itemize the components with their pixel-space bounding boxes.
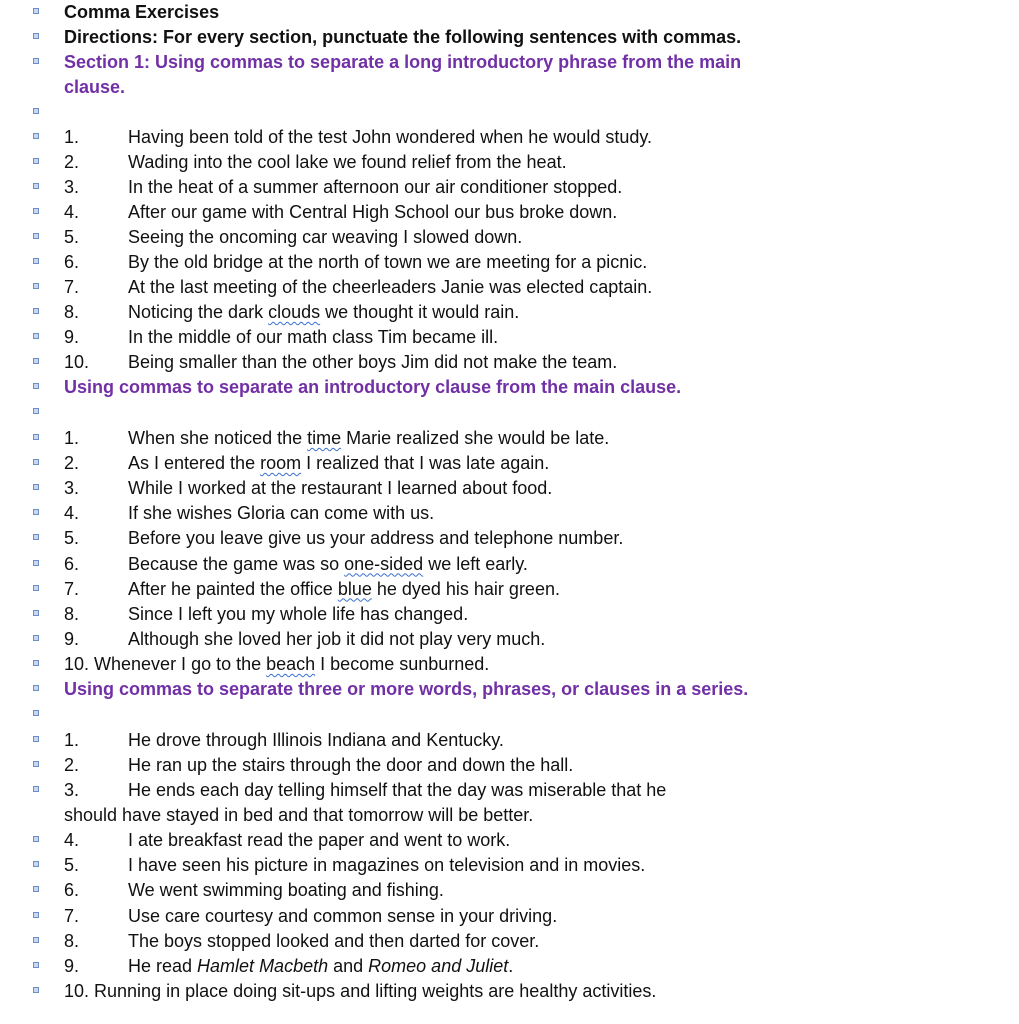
section2-item — [0, 501, 1019, 526]
section1-item — [0, 325, 1019, 350]
list-number: 5. — [64, 227, 80, 247]
text-part: we left early. — [423, 553, 528, 574]
text-part: In the middle of our math class Tim became ill. — [128, 327, 499, 347]
empty-line — [0, 400, 1019, 425]
section3-item — [0, 753, 1019, 778]
section3-item3-continued — [0, 803, 1019, 828]
list-item-text — [128, 325, 498, 350]
list-item-text: 10. Whenever I go to the beach I become sunburned. — [64, 654, 490, 674]
bullet-icon — [33, 635, 39, 641]
section1-heading-line — [0, 50, 1019, 75]
list-item-text — [128, 150, 567, 175]
section1-heading: Section 1: Using commas to separate a long introductory phrase from the main — [64, 52, 742, 72]
bullet-icon — [33, 685, 39, 691]
bullet-icon — [33, 308, 39, 314]
section1-heading-continued: clause. — [64, 77, 126, 97]
list-number: 8. — [64, 930, 80, 951]
spell-check-underline: one-sided — [344, 553, 424, 574]
text-part: After our game with Central High School our bus broke down. — [128, 202, 618, 222]
section1-item — [0, 175, 1019, 200]
section3-heading: Using commas to separate three or more words, phrases, or clauses in a series. — [64, 679, 749, 699]
list-item-text — [128, 275, 652, 300]
section1-item — [0, 200, 1019, 225]
list-number: 6. — [64, 553, 80, 574]
directions-line — [0, 25, 1019, 50]
section1-item — [0, 350, 1019, 375]
section3-item — [0, 878, 1019, 903]
text-part: If she wishes Gloria can come with us. — [128, 503, 435, 524]
bullet-icon — [33, 108, 39, 114]
bullet-icon — [33, 484, 39, 490]
bullet-icon — [33, 912, 39, 918]
list-number: 9. — [64, 327, 80, 347]
list-item-text — [128, 476, 552, 501]
list-number: 3. — [64, 780, 80, 800]
section2-heading-line — [0, 375, 1019, 400]
bullet-icon — [33, 861, 39, 867]
list-number: 8. — [64, 302, 80, 322]
list-item-text — [128, 426, 609, 451]
text-part: Marie realized she would be late. — [341, 428, 610, 448]
list-item-text: The boys stopped looked and then darted for cover. — [128, 930, 540, 951]
list-item-text — [128, 175, 622, 200]
bullet-icon — [33, 133, 39, 139]
list-number: 5. — [64, 528, 80, 549]
section1-item — [0, 275, 1019, 300]
text-part: While I worked at the restaurant I learned about food. — [128, 478, 553, 499]
bullet-icon — [33, 408, 39, 414]
section2-item — [0, 476, 1019, 501]
list-item-text: I have seen his picture in magazines on television and in movies. — [128, 855, 646, 876]
document-title: Comma Exercises — [64, 2, 220, 22]
bullet-icon — [33, 8, 39, 14]
bullet-icon — [33, 710, 39, 716]
section3-item — [0, 728, 1019, 753]
list-number: 9. — [64, 956, 80, 976]
text-part: In the heat of a summer afternoon our air conditioner stopped. — [128, 177, 623, 197]
section1-item — [0, 125, 1019, 150]
list-number: 2. — [64, 453, 80, 474]
list-item-text: Use care courtesy and common sense in your driving. — [128, 905, 558, 926]
section3-item-10 — [0, 979, 1019, 1004]
list-item-text — [128, 552, 528, 577]
bullet-icon — [33, 208, 39, 214]
list-item-text — [128, 451, 549, 476]
text-part: Having been told of the test John wondered when he would study. — [128, 127, 653, 147]
text-part: we thought it would rain. — [320, 302, 520, 322]
list-item-text — [128, 501, 434, 526]
text-part: At the last meeting of the cheerleaders Janie was elected captain. — [128, 277, 653, 297]
section1-heading-cont — [0, 75, 1019, 100]
section3-heading-line — [0, 677, 1019, 702]
section3-item — [0, 853, 1019, 878]
bullet-icon — [33, 383, 39, 389]
list-item-text: He ran up the stairs through the door and down the hall. — [128, 755, 574, 775]
list-item-text — [128, 300, 519, 325]
title-line — [0, 0, 1019, 25]
spell-check-underline: blue — [337, 578, 372, 599]
text-part: By the old bridge at the north of town we are meeting for a picnic. — [128, 252, 648, 272]
spell-check-underline: room — [260, 453, 302, 474]
bullet-icon — [33, 560, 39, 566]
list-number: 7. — [64, 905, 80, 926]
bullet-icon — [33, 610, 39, 616]
list-item-text: 10. Running in place doing sit-ups and lifting weights are healthy activities. — [64, 981, 657, 1001]
bullet-icon — [33, 786, 39, 792]
list-number: 6. — [64, 252, 80, 272]
list-number: 1. — [64, 730, 80, 750]
bullet-icon — [33, 459, 39, 465]
bullet-icon — [33, 233, 39, 239]
list-number: 1. — [64, 127, 80, 147]
section2-item — [0, 577, 1019, 602]
text-part: Since I left you my whole life has changed. — [128, 603, 469, 624]
bullet-icon — [33, 33, 39, 39]
list-item-text: I ate breakfast read the paper and went to work. — [128, 830, 511, 850]
list-number: 10. — [64, 352, 90, 372]
list-item-text — [128, 577, 560, 602]
bullet-icon — [33, 937, 39, 943]
list-number: 9. — [64, 628, 80, 649]
list-number: 7. — [64, 277, 80, 297]
list-item-text — [128, 225, 522, 250]
section1-item — [0, 250, 1019, 275]
section3-item-9 — [0, 954, 1019, 979]
list-item-text: He drove through Illinois Indiana and Kentucky. — [128, 730, 504, 750]
bullet-icon — [33, 736, 39, 742]
text-part: After he painted the office — [128, 578, 338, 599]
section2-item — [0, 451, 1019, 476]
list-item-text-continued: should have stayed in bed and that tomorrow will be better. — [64, 805, 534, 825]
text-part: When she noticed the — [128, 428, 308, 448]
bullet-icon — [33, 158, 39, 164]
bullet-icon — [33, 258, 39, 264]
section2-item-10 — [0, 652, 1019, 677]
section2-item — [0, 526, 1019, 551]
list-number: 4. — [64, 830, 80, 850]
section3-item — [0, 828, 1019, 853]
section2-item — [0, 602, 1019, 627]
list-number: 7. — [64, 578, 80, 599]
spell-check-underline: beach — [266, 654, 316, 674]
bullet-icon — [33, 987, 39, 993]
list-number: 2. — [64, 755, 80, 775]
list-item-text: We went swimming boating and fishing. — [128, 880, 444, 901]
section1-item — [0, 150, 1019, 175]
list-item-text — [128, 200, 617, 225]
list-item-text — [128, 125, 652, 150]
bullet-icon — [33, 761, 39, 767]
list-number: 4. — [64, 202, 80, 222]
bullet-icon — [33, 333, 39, 339]
section2-item — [0, 627, 1019, 652]
bullet-icon — [33, 183, 39, 189]
section1-item — [0, 300, 1019, 325]
list-item-text — [128, 250, 647, 275]
spell-check-underline: time — [307, 428, 342, 448]
bullet-icon — [33, 886, 39, 892]
bullet-icon — [33, 534, 39, 540]
text-part: Although she loved her job it did not play very much. — [128, 628, 546, 649]
list-number: 3. — [64, 177, 80, 197]
bullet-icon — [33, 58, 39, 64]
text-part: Noticing the dark — [128, 302, 269, 322]
section3-item — [0, 904, 1019, 929]
text-part: Before you leave give us your address and telephone number. — [128, 528, 624, 549]
list-item-text: He read Hamlet Macbeth and Romeo and Juliet. — [128, 956, 514, 976]
bullet-icon — [33, 434, 39, 440]
text-part: Seeing the oncoming car weaving I slowed down. — [128, 227, 523, 247]
text-part: Being smaller than the other boys Jim did not make the team. — [128, 352, 618, 372]
list-number: 5. — [64, 855, 80, 876]
section1-item — [0, 225, 1019, 250]
text-part: As I entered the — [128, 453, 261, 474]
bullet-icon — [33, 283, 39, 289]
bullet-icon — [33, 962, 39, 968]
bullet-icon — [33, 358, 39, 364]
section2-item — [0, 426, 1019, 451]
section2-item — [0, 552, 1019, 577]
list-number: 2. — [64, 152, 80, 172]
directions: Directions: For every section, punctuate the following sentences with commas. — [64, 27, 742, 47]
empty-line — [0, 100, 1019, 125]
spell-check-underline: clouds — [268, 302, 321, 322]
text-part: he dyed his hair green. — [371, 578, 560, 599]
bullet-icon — [33, 836, 39, 842]
text-part: Wading into the cool lake we found relief from the heat. — [128, 152, 567, 172]
text-part: Because the game was so — [128, 553, 345, 574]
list-item-text — [128, 526, 623, 551]
list-item-text — [128, 627, 545, 652]
list-number: 4. — [64, 503, 80, 524]
bullet-icon — [33, 509, 39, 515]
section2-heading: Using commas to separate an introductory clause from the main clause. — [64, 377, 682, 397]
empty-line — [0, 702, 1019, 727]
list-number: 1. — [64, 428, 80, 448]
list-item-text — [128, 350, 617, 375]
section3-item — [0, 929, 1019, 954]
bullet-icon — [33, 585, 39, 591]
list-item-text — [128, 602, 468, 627]
list-item-text: He ends each day telling himself that the day was miserable that he — [128, 780, 667, 800]
section3-item — [0, 778, 1019, 803]
text-part: I realized that I was late again. — [301, 453, 550, 474]
list-number: 6. — [64, 880, 80, 901]
list-number: 8. — [64, 603, 80, 624]
list-number: 3. — [64, 478, 80, 499]
bullet-icon — [33, 660, 39, 666]
